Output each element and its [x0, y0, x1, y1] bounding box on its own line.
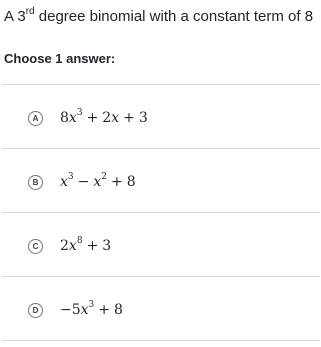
exponent: 8 — [76, 236, 83, 246]
answer-prompt: Choose 1 answer: — [4, 51, 116, 66]
question-text — [4, 6, 313, 28]
coefficient: −5 — [60, 302, 81, 318]
exponent: 3 — [88, 300, 95, 310]
coefficient: 8 — [126, 174, 136, 190]
variable: x — [68, 238, 77, 254]
choice-d[interactable] — [2, 282, 320, 338]
coefficient: 3 — [138, 110, 148, 126]
operator: + — [98, 302, 111, 318]
operator: + — [123, 110, 135, 126]
choice-expression — [60, 236, 111, 256]
question-superscript: rd — [25, 6, 35, 17]
choice-expression — [60, 108, 148, 128]
coefficient: 8 — [60, 110, 69, 126]
choice-expression — [60, 300, 123, 320]
exponent: 2 — [101, 172, 108, 182]
choice-c[interactable] — [2, 218, 320, 274]
operator: + — [86, 110, 99, 126]
divider — [2, 212, 320, 213]
variable: x — [60, 174, 68, 190]
coefficient: 8 — [114, 302, 123, 318]
choice-letter-badge: D — [28, 303, 43, 318]
divider — [2, 84, 320, 85]
coefficient: 2 — [102, 110, 112, 126]
divider — [2, 148, 320, 149]
operator: − — [77, 174, 90, 190]
variable: x — [80, 302, 89, 318]
divider — [2, 340, 320, 341]
choice-letter-badge: C — [28, 239, 43, 254]
operator: + — [86, 238, 99, 254]
coefficient: 3 — [102, 238, 112, 254]
choice-letter-badge: A — [28, 111, 43, 126]
choice-letter-badge: B — [28, 175, 43, 190]
exponent: 3 — [76, 108, 83, 118]
variable: x — [93, 174, 102, 190]
question-prefix: A 3 — [4, 8, 26, 25]
choice-a[interactable] — [2, 90, 320, 146]
variable: x — [111, 110, 120, 126]
choice-expression — [60, 172, 136, 192]
question-suffix: degree binomial with a constant term of 8 — [34, 8, 314, 25]
divider — [2, 276, 320, 277]
coefficient: 2 — [60, 238, 69, 254]
operator: + — [111, 174, 123, 190]
choice-b[interactable] — [2, 154, 320, 210]
variable: x — [68, 110, 77, 126]
exponent: 3 — [67, 172, 74, 182]
